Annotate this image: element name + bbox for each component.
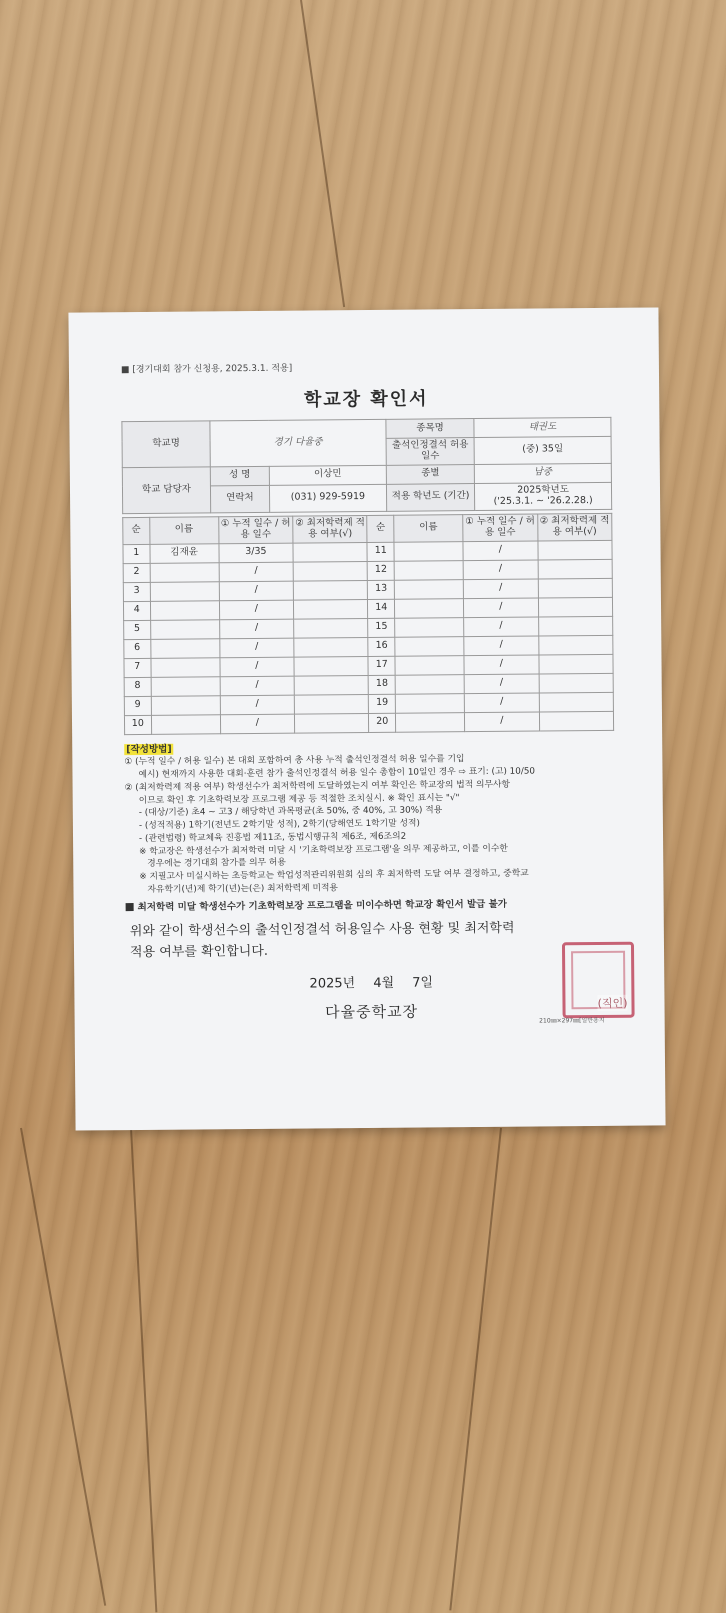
checkbox-square-icon	[126, 903, 134, 911]
cell-no: 13	[368, 580, 395, 599]
cell-no: 17	[368, 656, 395, 675]
cell-check	[293, 580, 368, 600]
event-value: 태권도	[474, 417, 611, 437]
cell-days: /	[464, 636, 539, 656]
manager-label: 학교 담당자	[122, 467, 210, 514]
cell-no: 10	[124, 715, 151, 734]
cell-no: 1	[123, 544, 150, 563]
contact-value: (031) 929-5919	[269, 484, 387, 512]
col-days: ① 누적 일수 / 허용 일수	[218, 516, 293, 543]
header-table	[121, 417, 612, 514]
instruction-line: - (대상/기준) 초4 ~ 고3 / 해당학년 과목평균(초 50%, 중 40%, 고 30%) 적용	[138, 805, 443, 819]
instructions-heading: [작성방법]	[126, 743, 172, 755]
instruction-line: ① (누적 일수 / 허용 일수) 본 대회 포함하여 총 사용 누적 출석인정결석 허용 일수를 기입	[124, 754, 465, 768]
col-name: 이름	[149, 516, 218, 543]
cell-name	[150, 619, 219, 639]
cell-name	[150, 600, 219, 620]
instruction-line: - (성적적용) 1학기(전년도 2학기말 성적), 2학기(당해연도 1학기말 성적)	[138, 818, 420, 832]
school-label: 학교명	[122, 421, 210, 468]
col-no: 순	[367, 515, 394, 542]
document-page	[68, 307, 665, 1130]
col-name: 이름	[394, 514, 463, 541]
cell-name	[395, 693, 464, 713]
cell-days: /	[219, 638, 294, 658]
cell-days: /	[220, 714, 295, 734]
cell-days: /	[465, 712, 540, 732]
cell-name	[395, 655, 464, 675]
cell-days: 3/35	[219, 543, 294, 563]
instruction-line: ※ 학교장은 학생선수가 최저학력 미달 시 '기초학력보장 프로그램'을 의무 제공하고, 이를 이수한	[139, 843, 508, 857]
col-check: ② 최저학력제 적용 여부(√)	[537, 513, 612, 540]
cell-no: 16	[368, 637, 395, 656]
cell-check	[294, 618, 369, 638]
cell-days: /	[464, 617, 539, 637]
cell-no: 12	[368, 561, 395, 580]
cell-no: 3	[123, 582, 150, 601]
cell-check	[294, 599, 369, 619]
instructions	[124, 738, 615, 914]
cell-check	[537, 540, 612, 560]
cell-check	[538, 616, 613, 636]
cell-name	[394, 579, 463, 599]
issue-date: 2025년 4월 7일	[309, 975, 434, 992]
form-tag: ■ [경기대회 참가 신청용, 2025.3.1. 적용]	[120, 363, 293, 376]
cell-name	[151, 657, 220, 677]
paper-size-note: 210㎜×297㎜[일반용지	[539, 1016, 605, 1025]
cell-check	[538, 635, 613, 655]
attendance-value: (중) 35일	[474, 436, 611, 464]
instruction-line: 자유학기(년)제 학기(년)는(은) 최저학력제 미적용	[147, 883, 338, 895]
cell-days: /	[464, 598, 539, 618]
contact-label: 연락처	[210, 485, 269, 512]
cell-check	[538, 578, 613, 598]
cell-no: 15	[368, 618, 395, 637]
cell-no: 7	[124, 658, 151, 677]
cell-days: /	[220, 676, 295, 696]
cell-no: 5	[124, 620, 151, 639]
cell-check	[538, 559, 613, 579]
cell-days: /	[463, 560, 538, 580]
cell-check	[294, 694, 369, 714]
instruction-line: ② (최저학력제 적용 여부) 학생선수가 최저학력에 도달하였는지 여부 확인은 학교장의 법적 의무사항	[124, 779, 511, 793]
cell-name	[150, 638, 219, 658]
students-table	[122, 513, 614, 735]
year-value: 2025학년도	[517, 484, 569, 496]
cell-days: /	[463, 579, 538, 599]
cell-name	[395, 636, 464, 656]
seal-mark-text: (직인)	[597, 996, 628, 1010]
school-value: 경기 다율중	[210, 419, 386, 466]
cell-name: 김재윤	[150, 543, 219, 563]
cell-no: 20	[369, 713, 396, 732]
cell-name	[394, 541, 463, 561]
signer-name: 다율중학교장	[324, 1002, 419, 1022]
cell-no: 2	[123, 563, 150, 582]
warning-line	[126, 896, 616, 914]
warning-text: 최저학력 미달 학생선수가 기초학력보장 프로그램을 미이수하면 학교장 확인서 발급 불가	[137, 898, 507, 913]
cell-check	[538, 654, 613, 674]
cell-name	[394, 598, 463, 618]
document-title: 학교장 확인서	[303, 388, 429, 411]
cell-check	[294, 675, 369, 695]
year-label: 적용 학년도 (기간)	[386, 483, 474, 511]
cell-check	[539, 711, 614, 731]
cell-days: /	[463, 541, 538, 561]
cell-name	[394, 560, 463, 580]
cell-days: /	[464, 655, 539, 675]
gender-label: 종별	[386, 464, 474, 484]
year-cell	[475, 482, 612, 510]
instruction-line: ※ 지필고사 미실시하는 초등학교는 학업성적관리위원회 심의 후 최저학력 도달 여부 결정하고, 중학교	[139, 868, 529, 883]
cell-check	[294, 637, 369, 657]
confirmation-statement	[126, 918, 616, 964]
cell-name	[151, 695, 220, 715]
cell-check	[293, 561, 368, 581]
official-seal	[562, 942, 635, 1019]
statement-line-2: 적용 여부를 확인합니다.	[129, 943, 269, 961]
cell-days: /	[219, 619, 294, 639]
cell-days: /	[220, 695, 295, 715]
cell-name	[395, 674, 464, 694]
cell-name	[151, 676, 220, 696]
attendance-label: 출석인정결석 허용 일수	[386, 438, 474, 466]
table-row	[124, 711, 613, 734]
cell-name	[395, 617, 464, 637]
gender-value: 남중	[474, 463, 611, 483]
cell-no: 19	[369, 694, 396, 713]
cell-no: 6	[124, 639, 151, 658]
cell-days: /	[219, 581, 294, 601]
cell-check	[293, 542, 368, 562]
cell-no: 18	[369, 675, 396, 694]
cell-no: 9	[124, 696, 151, 715]
cell-check	[294, 656, 369, 676]
name-label: 성 명	[210, 466, 269, 486]
cell-days: /	[464, 693, 539, 713]
year-period: ('25.3.1. ~ '26.2.28.)	[493, 494, 593, 507]
name-value: 이상민	[269, 465, 387, 485]
instruction-line: 이므로 확인 후 기초학력보장 프로그램 제공 등 적절한 조치실시. ※ 확인 표시는 "√"	[138, 792, 460, 806]
statement-line-1: 위와 같이 학생선수의 출석인정결석 허용일수 사용 현황 및 최저학력	[129, 921, 515, 940]
instruction-line: 예시) 현재까지 사용한 대회·훈련 참가 출석인정결석 허용 일수 총합이 10일인 경우 ⇨ 표기: (고) 10/50	[138, 766, 536, 781]
cell-check	[539, 673, 614, 693]
cell-check	[295, 713, 370, 733]
cell-no: 11	[367, 542, 394, 561]
cell-days: /	[220, 657, 295, 677]
cell-no: 8	[124, 677, 151, 696]
instruction-line: - (관련법령) 학교체육 진흥법 제11조, 동법시행규칙 제6조, 제6조의2	[138, 831, 407, 844]
event-label: 종목명	[386, 419, 474, 439]
cell-days: /	[219, 562, 294, 582]
col-days: ① 누적 일수 / 허용 일수	[463, 514, 538, 541]
col-check: ② 최저학력제 적용 여부(√)	[293, 515, 368, 542]
cell-check	[538, 597, 613, 617]
cell-no: 4	[123, 601, 150, 620]
col-no: 순	[123, 517, 150, 544]
cell-days: /	[219, 600, 294, 620]
cell-name	[150, 562, 219, 582]
instruction-line: 경우에는 경기대회 참가를 의무 허용	[147, 858, 286, 870]
cell-name	[395, 712, 464, 732]
cell-name	[150, 581, 219, 601]
cell-name	[151, 714, 220, 734]
cell-check	[539, 692, 614, 712]
cell-no: 14	[368, 599, 395, 618]
cell-days: /	[464, 674, 539, 694]
